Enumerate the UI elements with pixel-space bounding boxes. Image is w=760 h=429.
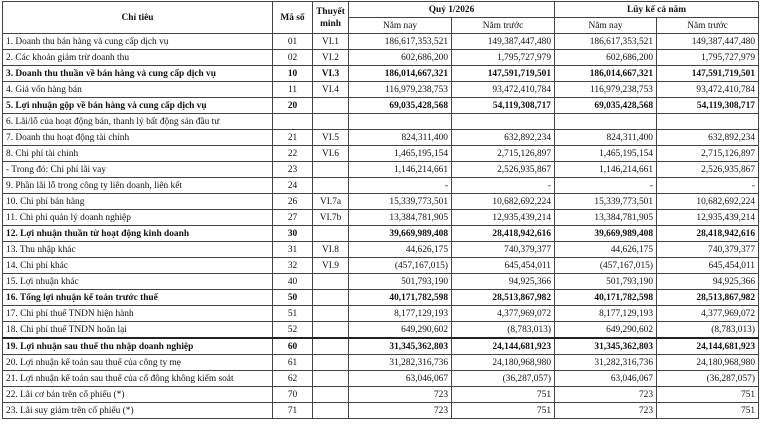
table-row [3,387,759,403]
row-quarter-last-year: 28,513,867,982 [452,290,555,306]
table-row [3,355,759,371]
header-quarter-last-year: Năm trước [452,18,555,34]
table-row [3,403,759,419]
row-quarter-last-year [452,114,555,130]
row-item: 13. Thu nhập khác [3,242,273,258]
table-row [3,306,759,322]
row-note: VI.8 [313,242,349,258]
row-quarter-last-year: 10,682,692,224 [452,194,555,210]
row-note [313,387,349,403]
row-note: VI.7b [313,210,349,226]
row-note [313,178,349,194]
row-quarter-last-year: - [452,178,555,194]
row-code: 20 [273,98,313,114]
table-row [3,178,759,194]
header-ytd-last-year: Năm trước [657,18,759,34]
row-ytd-this-year: 69,035,428,568 [555,98,657,114]
row-quarter-this-year: 15,339,773,501 [349,194,452,210]
row-quarter-last-year: 751 [452,387,555,403]
row-ytd-last-year: 4,377,969,072 [657,306,759,322]
row-quarter-this-year: 116,979,238,753 [349,82,452,98]
row-item: 21. Lợi nhuận kế toán sau thuế của cổ đông không kiểm soát [3,371,273,387]
header-item: Chỉ tiêu [3,2,273,34]
row-note: VI.6 [313,146,349,162]
row-ytd-last-year: (8,783,013) [657,322,759,339]
row-code: 30 [273,226,313,242]
header-note: Thuyết minh [313,2,349,34]
row-note: VI.2 [313,50,349,66]
row-code: 31 [273,242,313,258]
row-note: VI.7a [313,194,349,210]
row-ytd-last-year: 93,472,410,784 [657,82,759,98]
row-quarter-last-year: 1,795,727,979 [452,50,555,66]
row-quarter-this-year: 31,282,316,736 [349,355,452,371]
row-note [313,114,349,130]
row-ytd-last-year: 149,387,447,480 [657,34,759,50]
row-note [313,338,349,355]
header-quarter-this-year: Năm nay [349,18,452,34]
row-ytd-this-year: 8,177,129,193 [555,306,657,322]
row-item: 14. Chi phí khác [3,258,273,274]
table-row [3,34,759,50]
table-row [3,194,759,210]
row-ytd-this-year: 63,046,067 [555,371,657,387]
table-row [3,290,759,306]
row-ytd-this-year: 15,339,773,501 [555,194,657,210]
row-code: 70 [273,387,313,403]
row-ytd-this-year: 602,686,200 [555,50,657,66]
row-ytd-this-year: 186,014,667,321 [555,66,657,82]
row-code: 27 [273,210,313,226]
row-ytd-last-year: 12,935,439,214 [657,210,759,226]
row-quarter-last-year: 94,925,366 [452,274,555,290]
table-row [3,114,759,130]
row-note: VI.4 [313,82,349,98]
row-code: 24 [273,178,313,194]
row-ytd-last-year: 2,715,126,897 [657,146,759,162]
row-quarter-this-year: 723 [349,403,452,419]
row-code: 60 [273,338,313,355]
row-ytd-last-year: 24,144,681,923 [657,338,759,355]
row-note: VI.5 [313,130,349,146]
row-ytd-this-year: 824,311,400 [555,130,657,146]
header-code: Mã số [273,2,313,34]
row-ytd-last-year: 147,591,719,501 [657,66,759,82]
row-item: 22. Lãi cơ bản trên cổ phiếu (*) [3,387,273,403]
row-code: 02 [273,50,313,66]
table-row [3,258,759,274]
row-quarter-this-year: 723 [349,387,452,403]
row-code: 22 [273,146,313,162]
row-quarter-last-year: 24,144,681,923 [452,338,555,355]
row-quarter-last-year: (8,783,013) [452,322,555,339]
row-ytd-this-year: 1,465,195,154 [555,146,657,162]
table-row [3,274,759,290]
row-ytd-this-year: 1,146,214,661 [555,162,657,178]
row-ytd-this-year: 31,282,316,736 [555,355,657,371]
row-quarter-last-year: 751 [452,403,555,419]
row-item: 16. Tổng lợi nhuận kế toán trước thuế [3,290,273,306]
table-row [3,338,759,355]
row-ytd-this-year: 44,626,175 [555,242,657,258]
row-quarter-this-year: 649,290,602 [349,322,452,339]
table-row [3,322,759,339]
row-quarter-last-year: 2,715,126,897 [452,146,555,162]
row-code: 52 [273,322,313,339]
row-ytd-this-year: 723 [555,403,657,419]
row-ytd-last-year: 54,119,308,717 [657,98,759,114]
row-item: 7. Doanh thu hoạt động tài chính [3,130,273,146]
table-row [3,162,759,178]
row-ytd-this-year: 186,617,353,521 [555,34,657,50]
row-item: 1. Doanh thu bán hàng và cung cấp dịch vụ [3,34,273,50]
income-statement-table [2,1,759,419]
row-note: VI.9 [313,258,349,274]
header-quarter-group: Quý 1/2026 [349,2,555,18]
row-code: 71 [273,403,313,419]
row-quarter-last-year: 149,387,447,480 [452,34,555,50]
row-quarter-last-year: 24,180,968,980 [452,355,555,371]
row-quarter-this-year: (457,167,015) [349,258,452,274]
row-quarter-last-year: 28,418,942,616 [452,226,555,242]
row-item: 20. Lợi nhuận kế toán sau thuế của công ty mẹ [3,355,273,371]
row-quarter-this-year: 31,345,362,803 [349,338,452,355]
row-ytd-this-year [555,114,657,130]
row-ytd-last-year: 94,925,366 [657,274,759,290]
row-ytd-last-year: 2,526,935,867 [657,162,759,178]
row-item: 2. Các khoản giảm trừ doanh thu [3,50,273,66]
row-note [313,371,349,387]
row-item: 12. Lợi nhuận thuần từ hoạt động kinh doanh [3,226,273,242]
row-item: 11. Chi phí quản lý doanh nghiệp [3,210,273,226]
table-row [3,130,759,146]
row-quarter-last-year: 2,526,935,867 [452,162,555,178]
row-note [313,274,349,290]
row-ytd-this-year: 116,979,238,753 [555,82,657,98]
row-note [313,290,349,306]
row-item: 19. Lợi nhuận sau thuế thu nhập doanh nghiệp [3,338,273,355]
row-item: 17. Chi phí thuế TNDN hiện hành [3,306,273,322]
row-code: 61 [273,355,313,371]
row-quarter-last-year: 740,379,377 [452,242,555,258]
row-ytd-this-year: 40,171,782,598 [555,290,657,306]
row-ytd-last-year: 645,454,011 [657,258,759,274]
row-ytd-this-year: 13,384,781,905 [555,210,657,226]
row-code [273,114,313,130]
row-quarter-this-year [349,114,452,130]
row-code: 62 [273,371,313,387]
table-row [3,242,759,258]
row-note [313,98,349,114]
row-code: 32 [273,258,313,274]
row-item: 3. Doanh thu thuần về bán hàng và cung cấp dịch vụ [3,66,273,82]
table-row [3,50,759,66]
row-item: 6. Lãi/lỗ của hoạt động bán, thanh lý bất động sản đầu tư [3,114,273,130]
row-item: 23. Lãi suy giảm trên cổ phiếu (*) [3,403,273,419]
row-code: 23 [273,162,313,178]
table-row [3,226,759,242]
row-quarter-this-year: 186,617,353,521 [349,34,452,50]
row-item: 10. Chi phí bán hàng [3,194,273,210]
row-quarter-last-year: 4,377,969,072 [452,306,555,322]
row-note: VI.3 [313,66,349,82]
table-row [3,146,759,162]
row-ytd-this-year: 501,793,190 [555,274,657,290]
row-code: 26 [273,194,313,210]
row-quarter-this-year: 69,035,428,568 [349,98,452,114]
row-code: 40 [273,274,313,290]
row-quarter-this-year: 40,171,782,598 [349,290,452,306]
row-quarter-this-year: - [349,178,452,194]
header-ytd-group: Lũy kế cả năm [555,2,759,18]
row-quarter-last-year: (36,287,057) [452,371,555,387]
row-quarter-last-year: 645,454,011 [452,258,555,274]
table-row [3,371,759,387]
table-row [3,82,759,98]
row-quarter-last-year: 54,119,308,717 [452,98,555,114]
row-quarter-this-year: 1,146,214,661 [349,162,452,178]
row-ytd-last-year: - [657,178,759,194]
row-quarter-this-year: 8,177,129,193 [349,306,452,322]
row-ytd-this-year: 39,669,989,408 [555,226,657,242]
row-item: 8. Chi phí tài chính [3,146,273,162]
row-quarter-last-year: 93,472,410,784 [452,82,555,98]
row-quarter-this-year: 501,793,190 [349,274,452,290]
row-quarter-this-year: 63,046,067 [349,371,452,387]
header-ytd-this-year: Năm nay [555,18,657,34]
row-ytd-last-year: 10,682,692,224 [657,194,759,210]
row-item: 15. Lợi nhuận khác [3,274,273,290]
row-ytd-last-year: 632,892,234 [657,130,759,146]
row-code: 21 [273,130,313,146]
row-ytd-this-year: 649,290,602 [555,322,657,339]
row-ytd-last-year: 751 [657,403,759,419]
row-quarter-this-year: 39,669,989,408 [349,226,452,242]
row-quarter-last-year: 12,935,439,214 [452,210,555,226]
row-quarter-this-year: 13,384,781,905 [349,210,452,226]
row-ytd-this-year: (457,167,015) [555,258,657,274]
row-item: 5. Lợi nhuận gộp về bán hàng và cung cấp dịch vụ [3,98,273,114]
row-ytd-last-year: 751 [657,387,759,403]
table-row [3,98,759,114]
row-ytd-last-year: 28,513,867,982 [657,290,759,306]
row-item: 4. Giá vốn hàng bán [3,82,273,98]
row-quarter-this-year: 602,686,200 [349,50,452,66]
row-ytd-this-year: - [555,178,657,194]
row-ytd-last-year [657,114,759,130]
row-note: VI.1 [313,34,349,50]
row-quarter-this-year: 44,626,175 [349,242,452,258]
row-quarter-last-year: 147,591,719,501 [452,66,555,82]
row-quarter-this-year: 824,311,400 [349,130,452,146]
row-note [313,226,349,242]
row-quarter-this-year: 186,014,667,321 [349,66,452,82]
row-ytd-last-year: 24,180,968,980 [657,355,759,371]
table-body [3,34,759,419]
row-code: 01 [273,34,313,50]
row-note [313,403,349,419]
row-quarter-this-year: 1,465,195,154 [349,146,452,162]
row-ytd-last-year: 1,795,727,979 [657,50,759,66]
row-ytd-this-year: 723 [555,387,657,403]
row-ytd-last-year: 740,379,377 [657,242,759,258]
table-row [3,210,759,226]
row-code: 50 [273,290,313,306]
table-header [3,2,759,34]
row-item: 18. Chi phí thuế TNDN hoãn lại [3,322,273,339]
row-item: - Trong đó: Chi phí lãi vay [3,162,273,178]
row-note [313,306,349,322]
row-code: 11 [273,82,313,98]
row-ytd-last-year: 28,418,942,616 [657,226,759,242]
row-note [313,322,349,339]
table-row [3,66,759,82]
row-code: 51 [273,306,313,322]
row-quarter-last-year: 632,892,234 [452,130,555,146]
row-note [313,355,349,371]
row-ytd-this-year: 31,345,362,803 [555,338,657,355]
row-ytd-last-year: (36,287,057) [657,371,759,387]
row-item: 9. Phần lãi lỗ trong công ty liên doanh, liên kết [3,178,273,194]
row-code: 10 [273,66,313,82]
row-note [313,162,349,178]
